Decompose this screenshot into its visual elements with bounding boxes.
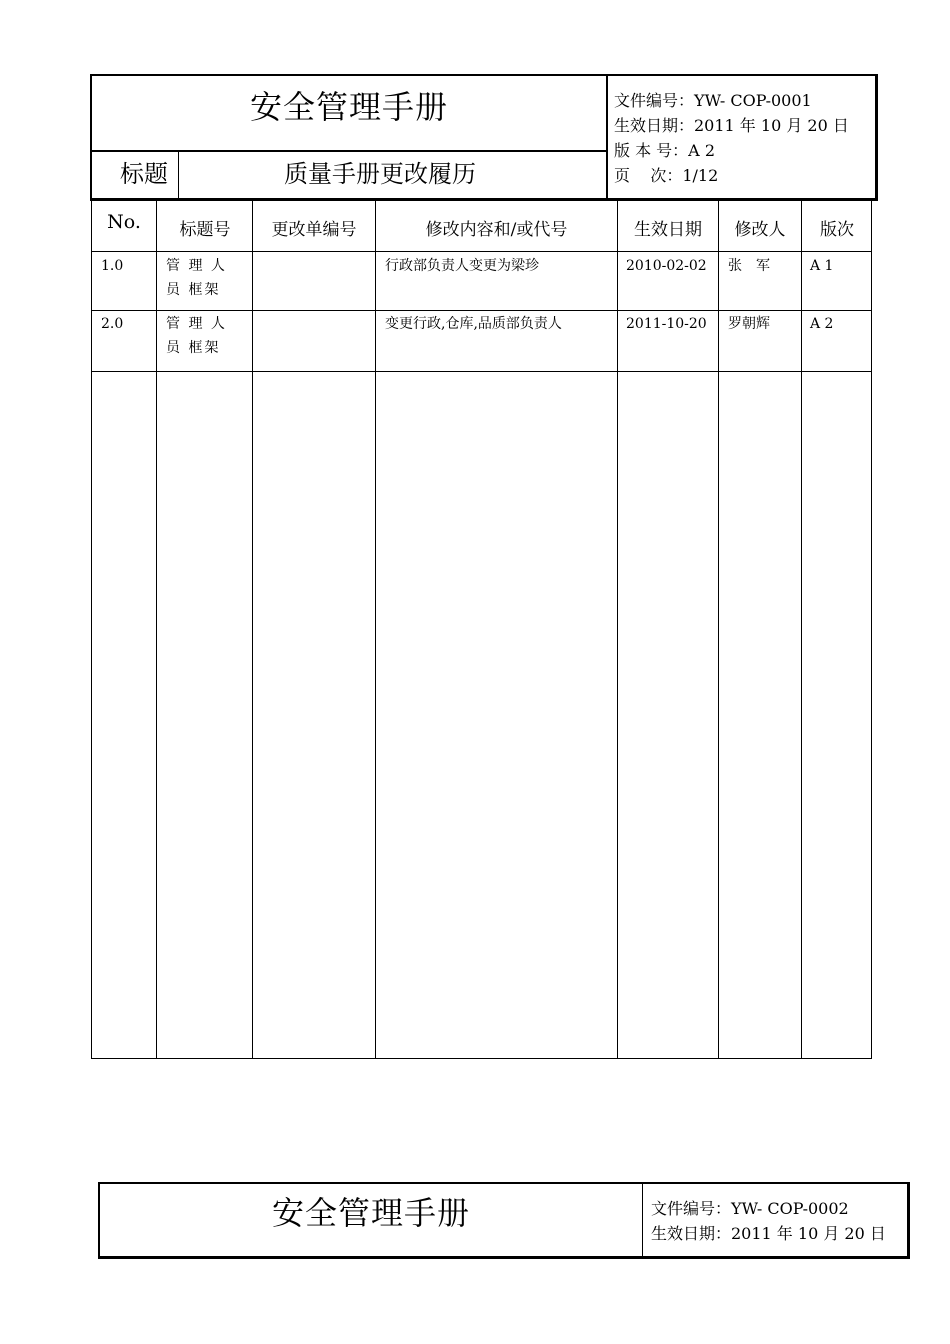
row-2-no: 2.0 xyxy=(101,316,124,332)
revision-history-table xyxy=(91,201,872,1059)
row-divider xyxy=(92,371,872,372)
column-divider xyxy=(617,201,618,1058)
row-1-modifier: 张 军 xyxy=(728,258,770,274)
column-header-modifier: 修改人 xyxy=(734,220,786,240)
header-divider-vertical xyxy=(642,1184,643,1256)
column-divider xyxy=(252,201,253,1058)
title-label: 标题 xyxy=(120,160,168,188)
row-2-content: 变更行政,仓库,品质部负责人 xyxy=(385,316,562,332)
column-divider xyxy=(156,201,157,1058)
row-2-modifier: 罗朝辉 xyxy=(728,316,770,332)
header-divider-vertical xyxy=(606,76,608,198)
row-2-version: A 2 xyxy=(810,316,834,332)
column-divider xyxy=(801,201,802,1058)
column-header-content: 修改内容和/或代号 xyxy=(425,220,568,240)
document-subtitle: 质量手册更改履历 xyxy=(284,160,476,188)
column-header-change-no: 更改单编号 xyxy=(271,220,357,240)
row-1-title-no: 管 理 人 员 框架 xyxy=(166,258,227,298)
document-number: 文件编号：YW- COP-0002 xyxy=(651,1199,849,1218)
row-2-title-no: 管 理 人 员 框架 xyxy=(166,316,227,356)
row-1-no: 1.0 xyxy=(101,258,124,274)
document-number: 文件编号：YW- COP-0001 xyxy=(614,91,812,110)
column-header-date: 生效日期 xyxy=(634,220,702,240)
column-divider xyxy=(718,201,719,1058)
title-label-divider xyxy=(178,150,179,198)
row-2-date: 2011-10-20 xyxy=(626,316,707,332)
row-1-version: A 1 xyxy=(810,258,834,274)
manual-title: 安全管理手册 xyxy=(271,1194,470,1232)
row-1-content: 行政部负责人变更为梁珍 xyxy=(385,258,539,274)
manual-title: 安全管理手册 xyxy=(249,88,448,126)
column-header-no: No. xyxy=(107,211,141,233)
row-1-date: 2010-02-02 xyxy=(626,258,707,274)
effective-date: 生效日期：2011 年 10 月 20 日 xyxy=(651,1224,886,1243)
version-number: 版 本 号：A 2 xyxy=(614,141,715,160)
column-header-title-no: 标题号 xyxy=(179,220,231,240)
header-divider-horizontal xyxy=(92,150,606,152)
page-number: 页 次：1/12 xyxy=(614,166,719,185)
effective-date: 生效日期：2011 年 10 月 20 日 xyxy=(614,116,849,135)
document-header xyxy=(90,74,878,201)
row-divider xyxy=(92,251,872,252)
column-divider xyxy=(375,201,376,1058)
row-divider xyxy=(92,310,872,311)
next-page-header xyxy=(98,1182,910,1259)
column-header-version: 版次 xyxy=(820,220,854,240)
